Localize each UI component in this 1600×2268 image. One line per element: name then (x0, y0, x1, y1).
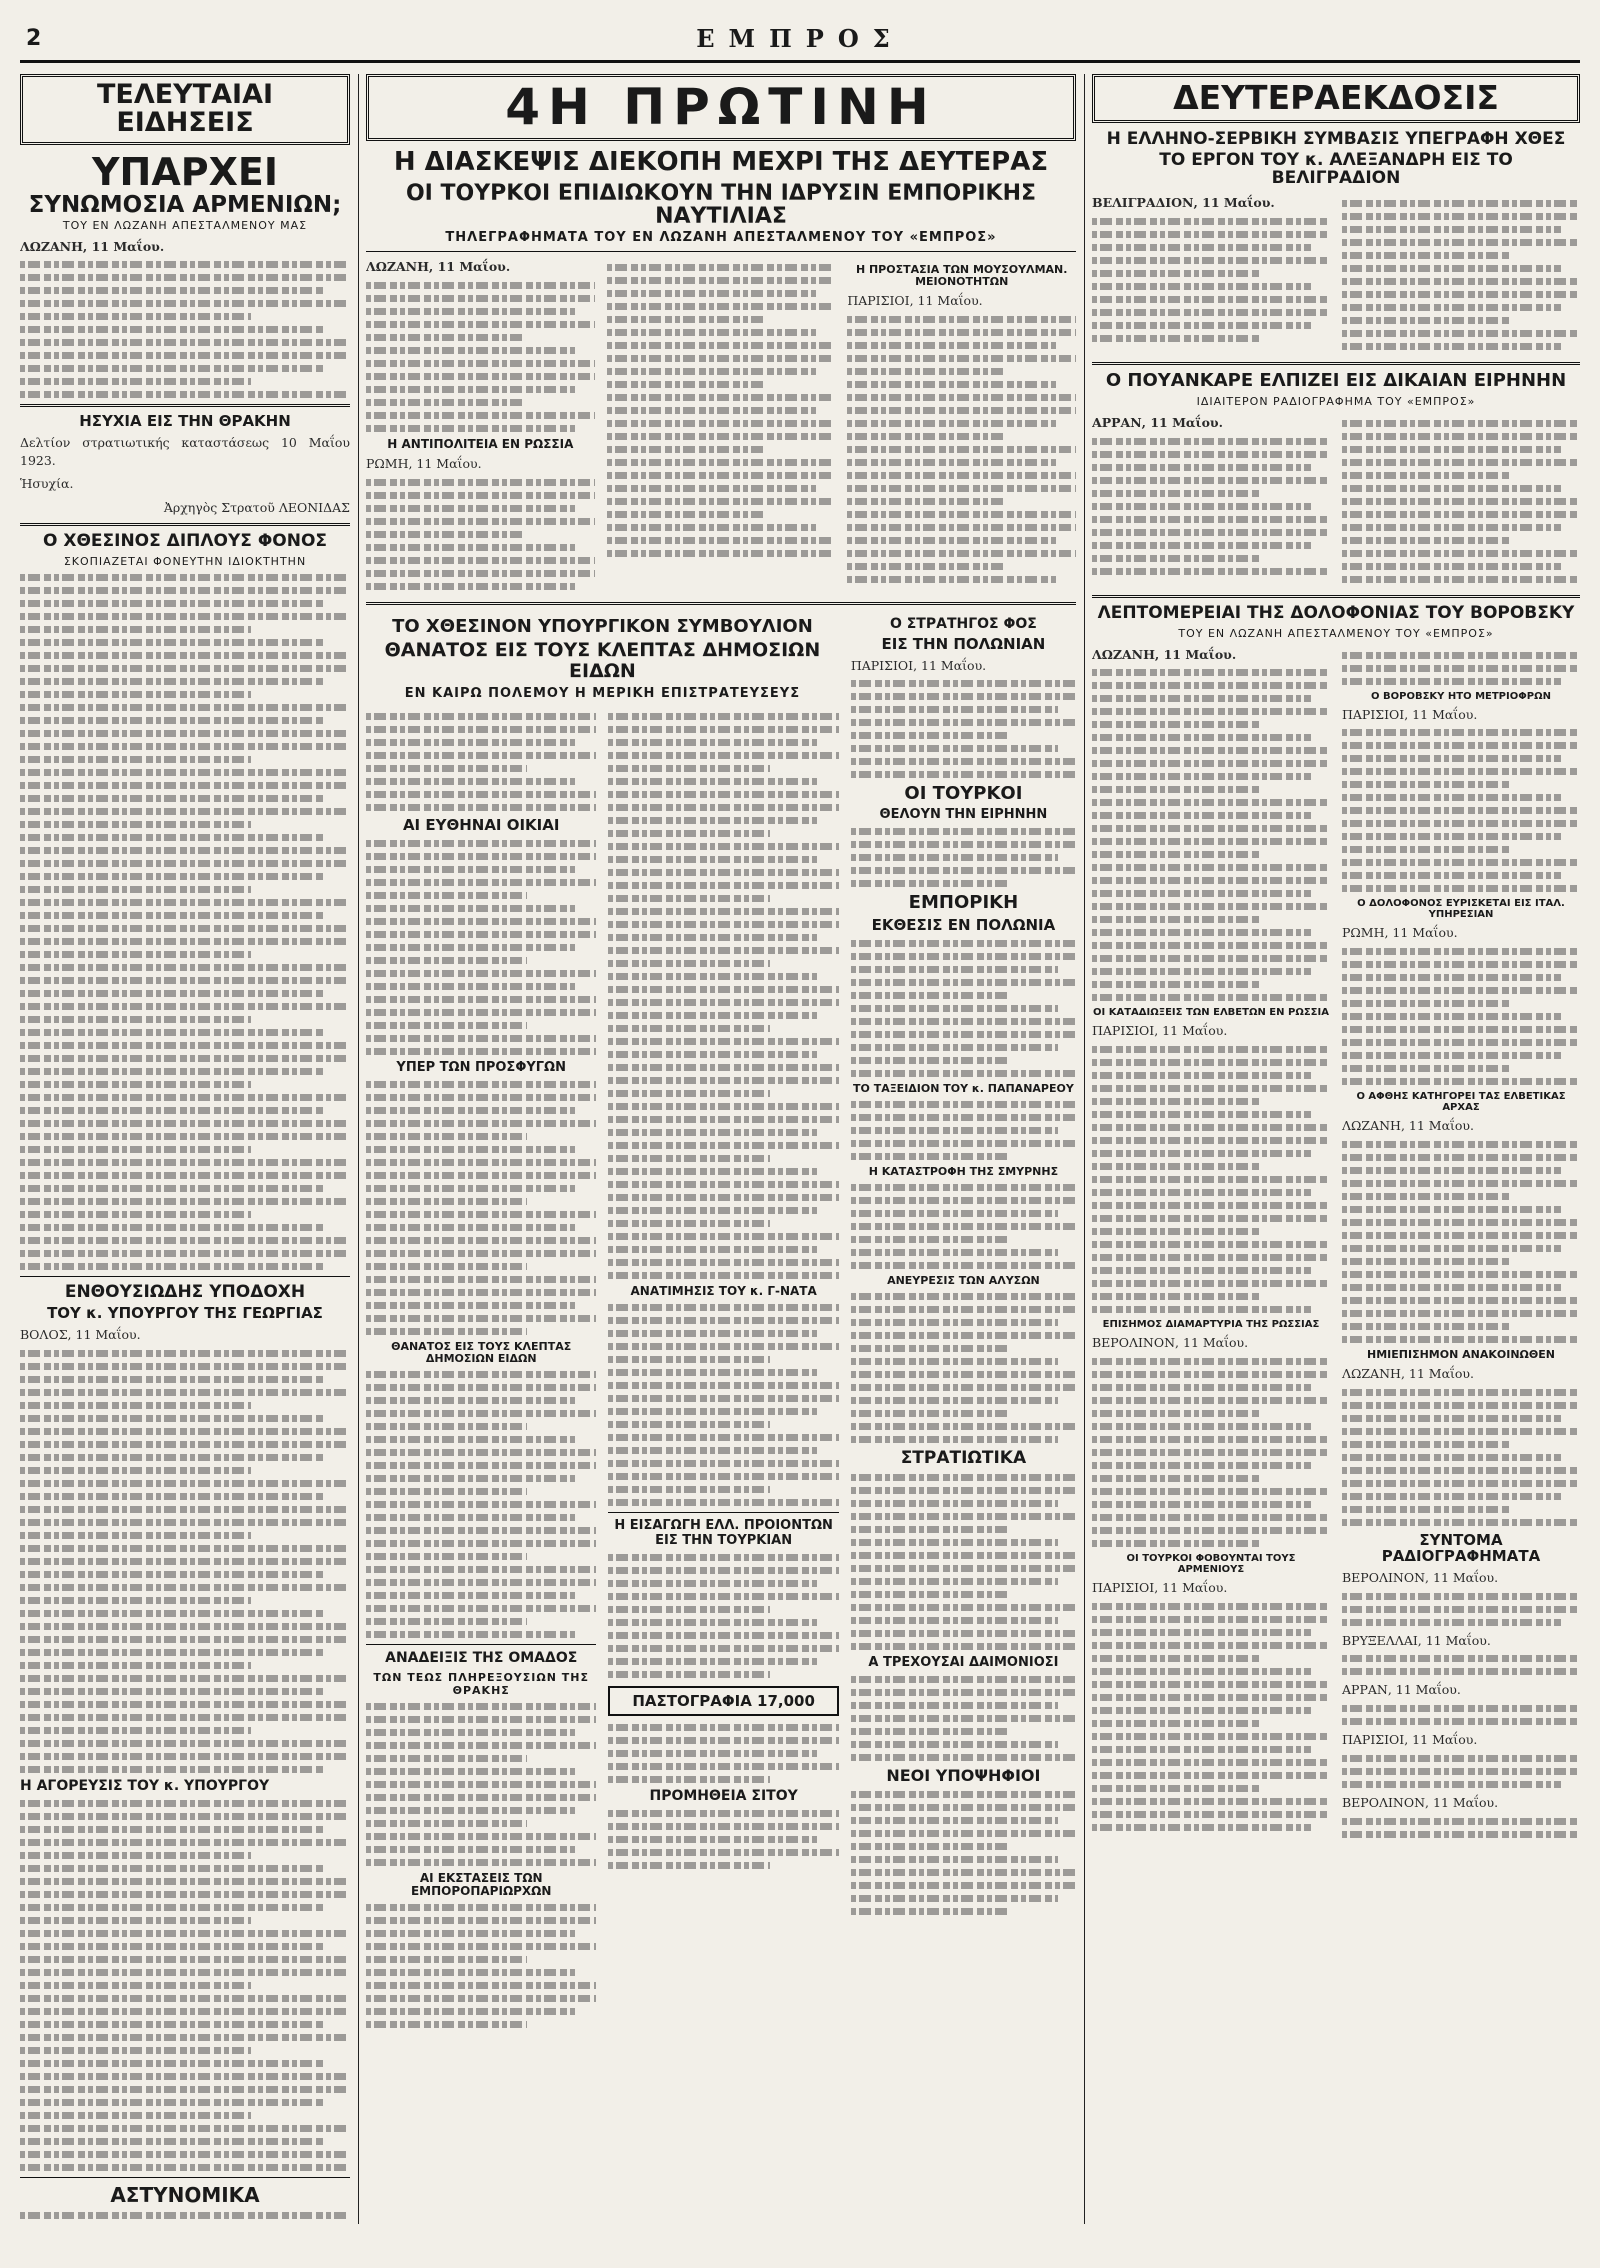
dateline: ΛΩΖΑΝΗ, 11 Μαΐου. (1092, 646, 1237, 662)
banner-title: ΤΕΛΕΥΤΑΙΑΙ ΕΙΔΗΣΕΙΣ (96, 79, 274, 139)
lausanne-report (366, 258, 1076, 596)
dateline: ΒΕΛΙΓΡΑΔΙΟΝ, 11 Μαΐου. (1092, 195, 1275, 211)
sortie-headline: ΑΝΑΤΙΜΗΣΙΣ ΤΟΥ κ. Γ-ΝΑΤΑ (630, 1284, 817, 1299)
thrace-signature: Ἀρχηγὸς Στρατοῦ ΛΕΟΝΙΔΑΣ (163, 500, 350, 516)
corpse-dateline: ΠΑΡΙΣΙΟΙ, 11 Μαΐου. (1342, 706, 1478, 722)
thrace-group-subheadline: ΤΩΝ ΤΕΩΣ ΠΛΗΡΕΞΟΥΣΙΩΝ ΤΗΣ ΘΡΑΚΗΣ (373, 1670, 589, 1697)
council-subheadline-2: ΕΝ ΚΑΙΡΩ ΠΟΛΕΜΟΥ Η ΜΕΡΙΚΗ ΕΠΙΣΤΡΑΤΕΥΣΕΥΣ (404, 686, 801, 702)
murder-headline: Ο ΧΘΕΣΙΝΟΣ ΔΙΠΛΟΥΣ ΦΟΝΟΣ (42, 530, 328, 551)
turks-subheadline: ΘΕΛΟΥΝ ΤΗΝ ΕΙΡΗΝΗΝ (879, 807, 1048, 823)
general-subheadline: ΕΙΣ ΤΗΝ ΠΟΛΩΝΙΑΝ (881, 635, 1046, 654)
georgia-subheadline: ΤΟΥ κ. ΥΠΟΥΡΓΟΥ ΤΗΣ ΓΕΩΡΓΙΑΣ (47, 1304, 323, 1323)
turk-armenians-dateline: ΠΑΡΙΣΙΟΙ, 11 Μαΐου. (1092, 1579, 1228, 1595)
turkish-navy-headline: ΟΙ ΤΟΥΡΚΟΙ ΕΠΙΔΙΩΚΟΥΝ ΤΗΝ ΙΔΡΥΣΙΝ ΕΜΠΟΡΙΚΗΣ ΝΑΥΤΙΛΙΑΣ (405, 180, 1037, 229)
thrace-headline: ΗΣΥΧΙΑ ΕΙΣ ΤΗΝ ΘΡΑΚΗΝ (79, 412, 291, 431)
catastrophe-headline: Η ΚΑΤΑΣΤΡΟΦΗ ΤΗΣ ΣΜΥΡΝΗΣ (868, 1164, 1059, 1178)
grain-headline: ΠΡΟΜΗΘΕΙΑ ΣΙΤΟΥ (649, 1788, 798, 1805)
second-edition-banner (1092, 74, 1580, 123)
conference-headline: Η ΔΙΑΣΚΕΨΙΣ ΔΙΕΚΟΠΗ ΜΕΧΡΙ ΤΗΣ ΔΕΥΤΕΡΑΣ (393, 146, 1049, 177)
fuel-headline: ΕΠΙΣΗΜΟΣ ΔΙΑΜΑΡΤΥΡΙΑ ΤΗΣ ΡΩΣΣΙΑΣ (1102, 1319, 1320, 1331)
trip-headline: ΤΟ ΤΑΞΕΙΔΙΟΝ ΤΟΥ κ. ΠΑΠΑΝΑΡΕΟΥ (853, 1081, 1074, 1095)
candidates-headline: ΝΕΟΙ ΥΠΟΨΗΦΙΟΙ (886, 1765, 1041, 1785)
police-headline: ΑΣΤΥΝΟΜΙΚΑ (110, 2182, 260, 2207)
page-number: 2 (26, 26, 42, 51)
banner-title: ΔΕΥΤΕΡΑΕΚΔΟΣΙΣ (1173, 78, 1499, 117)
bandits-headline: Α ΤΡΕΧΟΥΣΑΙ ΔΑΙΜΟΝΙΟΣΙ (868, 1654, 1059, 1670)
general-dateline: ΠΑΡΙΣΙΟΙ, 11 Μαΐου. (850, 657, 987, 673)
russia-dateline: ΡΩΜΗ, 11 Μαΐου. (366, 455, 482, 471)
article-body (20, 574, 350, 1270)
byline: ΤΗΛΕΓΡΑΦΗΜΑΤΑ ΤΟΥ ΕΝ ΛΩΖΑΝΗ ΑΠΕΣΤΑΛΜΕΝΟΥ ΤΟΥ «ΕΜΠΡΟΣ» (445, 229, 997, 245)
banner-title: 4Η ΠΡΩΤΙΝΗ (505, 78, 937, 136)
latest-news-banner (20, 74, 350, 145)
masthead (20, 20, 1580, 63)
rents-headline: ΑΙ ΕΥΘΗΝΑΙ ΟΙΚΙΑΙ (402, 816, 560, 835)
accused-headline: Ο ΑΦΘΗΣ ΚΑΤΗΓΟΡΕΙ ΤΑΣ ΕΛΒΕΤΙΚΑΣ ΑΡΧΑΣ (1356, 1091, 1566, 1114)
death-headline: ΘΑΝΑΤΟΣ ΕΙΣ ΤΟΥΣ ΚΛΕΠΤΑΣ ΔΗΜΟΣΙΩΝ ΕΙΔΩΝ (391, 1340, 572, 1366)
vorovsky-report (1092, 646, 1580, 1844)
dateline: ΑΡΡΑΝ, 11 Μαΐου. (1092, 414, 1223, 430)
killer-headline: Ο ΔΟΛΟΦΟΝΟΣ ΕΥΡΙΣΚΕΤΑΙ ΕΙΣ ΙΤΑΛ. ΥΠΗΡΕΣΙΑΝ (1357, 898, 1565, 921)
fuel-dateline: ΒΕΡΟΛΙΝΟΝ, 11 Μαΐου. (1092, 1335, 1249, 1351)
pastry-headline: ΠΑΣΤΟΓΡΑΦΙΑ 17,000 (608, 1686, 838, 1716)
poincare-report (1092, 414, 1580, 589)
article-body (20, 1350, 350, 1773)
dateline: ΛΩΖΑΝΗ, 11 Μαΐου. (366, 258, 511, 274)
georgia-headline: ΕΝΘΟΥΣΙΩΔΗΣ ΥΠΟΔΟΧΗ (64, 1281, 306, 1302)
merchants-headline: ΑΙ ΕΚΣΤΑΣΕΙΣ ΤΩΝ ΕΜΠΟΡΟΠΑΡΙΩΡΧΩΝ (410, 1870, 552, 1898)
fourth-edition-banner (366, 74, 1076, 141)
column-divider (358, 74, 359, 2224)
killer-dateline: ΡΩΜΗ, 11 Μαΐου. (1342, 925, 1458, 941)
belgrade-headline: ΤΟ ΕΡΓΟΝ ΤΟΥ κ. ΑΛΕΞΑΝΔΡΗ ΕΙΣ ΤΟ ΒΕΛΙΓΡΑΔΙΟΝ (1159, 150, 1513, 189)
murder-subheadline: ΣΚΟΠΙΑΖΕΤΑΙ ΦΟΝΕΥΤΗΝ ΙΔΙΟΚΤΗΤΗΝ (63, 554, 307, 568)
russia-ready-dateline: ΠΑΡΙΣΙΟΙ, 11 Μαΐου. (1092, 1023, 1228, 1039)
council-section (366, 611, 1076, 2034)
dateline: ΛΩΖΑΝΗ, 11 Μαΐου. (20, 238, 165, 254)
belgrade-report (1092, 194, 1580, 356)
import-headline: Η ΕΙΣΑΓΩΓΗ ΕΛΛ. ΠΡΟΙΟΝΤΩΝ ΕΙΣ ΤΗΝ ΤΟΥΡΚΙΑΝ (614, 1518, 833, 1548)
radio-dateline-2: ΒΡΥΞΕΛΛΑΙ, 11 Μαΐου. (1342, 1632, 1491, 1648)
minority-headline: Η ΠΡΟΣΤΑΣΙΑ ΤΩΝ ΜΟΥΣΟΥΛΜΑΝ. ΜΕΙΟΝΟΤΗΤΩΝ (855, 262, 1068, 289)
official-headline: ΗΜΙΕΠΙΣΗΜΟΝ ΑΝΑΚΟΙΝΩΘΕΝ (1367, 1347, 1555, 1361)
article-body (20, 261, 350, 398)
article-body (20, 1800, 350, 2171)
expo-subheadline: ΕΚΘΕΣΙΣ ΕΝ ΠΟΛΩΝΙΑ (871, 916, 1056, 935)
poincare-headline: Ο ΠΟΥΑΝΚΑΡΕ ΕΛΠΙΖΕΙ ΕΙΣ ΔΙΚΑΙΑΝ ΕΙΡΗΝΗΝ (1105, 370, 1567, 392)
thrace-group-headline: ΑΝΑΔΕΙΞΙΣ ΤΗΣ ΟΜΑΔΟΣ (385, 1650, 578, 1667)
expo-headline: ΕΜΠΟΡΙΚΗ (908, 892, 1019, 914)
left-column (20, 74, 350, 2224)
russia-ready-headline: ΟΙ ΚΑΤΑΔΙΩΞΕΙΣ ΤΩΝ ΕΛΒΕΤΩΝ ΕΝ ΡΩΣΣΙΑ (1093, 1007, 1329, 1019)
byline: ΤΟΥ ΕΝ ΛΩΖΑΝΗ ΑΠΕΣΤΑΛΜΕΝΟΥ ΜΑΣ (62, 218, 308, 232)
forage-headline: ΑΝΕΥΡΕΣΙΣ ΤΩΝ ΑΛΥΣΩΝ (887, 1273, 1040, 1287)
radio-dateline-1: ΒΕΡΟΛΙΝΟΝ, 11 Μαΐου. (1342, 1569, 1499, 1585)
newspaper-page (20, 20, 1580, 2228)
thrace-status: Ἡσυχία. (20, 476, 74, 492)
column-divider (1084, 74, 1085, 2224)
poincare-subheadline: ΙΔΙΑΙΤΕΡΟΝ ΡΑΔΙΟΓΡΑΦΗΜΑ ΤΟΥ «ΕΜΠΡΟΣ» (1196, 394, 1476, 408)
right-column (1092, 74, 1580, 2224)
accused-dateline: ΛΩΖΑΝΗ, 11 Μαΐου. (1342, 1118, 1475, 1134)
official-dateline: ΛΩΖΑΝΗ, 11 Μαΐου. (1342, 1366, 1475, 1381)
article-body (20, 2212, 350, 2224)
newspaper-name: ΕΜΠΡΟΣ (696, 24, 904, 53)
general-headline: Ο ΣΤΡΑΤΗΓΟΣ ΦΟΣ (889, 615, 1037, 632)
corpse-headline: Ο ΒΟΡΟΒΣΚΥ ΗΤΟ ΜΕΤΡΙΟΦΡΩΝ (1371, 690, 1551, 702)
minority-dateline: ΠΑΡΙΣΙΟΙ, 11 Μαΐου. (847, 293, 983, 309)
speech-headline: Η ΑΓΟΡΕΥΣΙΣ ΤΟΥ κ. ΥΠΟΥΡΓΟΥ (20, 1777, 270, 1794)
russia-headline: Η ΑΝΤΙΠΟΛΙΤΕΙΑ ΕΝ ΡΩΣΣΙΑ (387, 436, 574, 451)
turks-headline: ΟΙ ΤΟΥΡΚΟΙ (904, 783, 1023, 805)
refugees-headline: ΥΠΕΡ ΤΩΝ ΠΡΟΣΦΥΓΩΝ (396, 1059, 566, 1075)
thrace-date: Δελτίον στρατιωτικής καταστάσεως 10 Μαΐου 1923. (20, 434, 350, 468)
radio-headline: ΣΥΝΤΟΜΑ ΡΑΔΙΟΓΡΑΦΗΜΑΤΑ (1381, 1530, 1541, 1566)
radio-dateline-3: ΑΡΡΑΝ, 11 Μαΐου. (1342, 1682, 1461, 1698)
radio-dateline-5: ΒΕΡΟΛΙΝΟΝ, 11 Μαΐου. (1342, 1794, 1499, 1810)
turk-armenians-headline: ΟΙ ΤΟΥΡΚΟΙ ΦΟΒΟΥΝΤΑΙ ΤΟΥΣ ΑΡΜΕΝΙΟΥΣ (1126, 1552, 1296, 1575)
georgia-dateline: ΒΟΛΟΣ, 11 Μαΐου. (20, 1326, 141, 1342)
military-headline: ΣΤΡΑΤΙΩΤΙΚΑ (900, 1447, 1027, 1468)
vorovsky-byline: ΤΟΥ ΕΝ ΛΩΖΑΝΗ ΑΠΕΣΤΑΛΜΕΝΟΥ ΤΟΥ «ΕΜΠΡΟΣ» (1178, 626, 1494, 640)
council-headline: ΤΟ ΧΘΕΣΙΝΟΝ ΥΠΟΥΡΓΙΚΟΝ ΣΥΜΒΟΥΛΙΟΝ (392, 615, 813, 637)
radio-dateline-4: ΠΑΡΙΣΙΟΙ, 11 Μαΐου. (1342, 1732, 1478, 1747)
armenian-conspiracy-headline-2: ΣΥΝΩΜΟΣΙΑ ΑΡΜΕΝΙΩΝ; (28, 191, 342, 218)
council-subheadline: ΘΑΝΑΤΟΣ ΕΙΣ ΤΟΥΣ ΚΛΕΠΤΑΣ ΔΗΜΟΣΙΩΝ ΕΙΔΩΝ (384, 639, 821, 683)
serbian-pact-headline: Η ΕΛΛΗΝΟ-ΣΕΡΒΙΚΗ ΣΥΜΒΑΣΙΣ ΥΠΕΓΡΑΦΗ ΧΘΕΣ (1106, 128, 1566, 149)
center-column (366, 74, 1076, 2224)
vorovsky-headline: ΛΕΠΤΟΜΕΡΕΙΑΙ ΤΗΣ ΔΟΛΟΦΟΝΙΑΣ ΤΟΥ ΒΟΡΟΒΣΚΥ (1097, 602, 1575, 623)
armenian-conspiracy-headline: ΥΠΑΡΧΕΙ (92, 149, 278, 194)
